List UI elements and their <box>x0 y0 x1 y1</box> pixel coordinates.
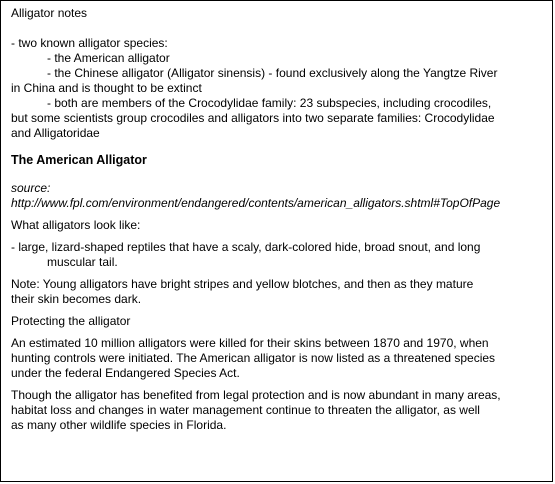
spacer <box>11 168 543 181</box>
species-item-family-line1: - both are members of the Crocodylidae family: 23 subspecies, including crocodiles, <box>47 96 492 110</box>
protect-p1-line2: hunting controls were initiated. The American alligator is now listed as a threatened species <box>11 351 496 365</box>
protect-p1-line3: under the federal Endangered Species Act. <box>11 366 240 380</box>
look-item-line2: muscular tail. <box>47 255 118 269</box>
document-title: Alligator notes <box>11 6 88 20</box>
note-line1: Note: Young alligators have bright stripes and yellow blotches, and then as they mature <box>11 277 474 291</box>
protect-p2-line3: as many other wildlife species in Florida. <box>11 418 227 432</box>
species-item-family-line2: but some scientists group crocodiles and alligators into two separate families: Crocodylidae <box>11 111 495 125</box>
species-item-american: - the American alligator <box>47 51 170 65</box>
source-url[interactable]: http://www.fpl.com/environment/endangered/contents/american_alligators.shtml#TopOfPage <box>11 196 501 210</box>
species-item-chinese-line1: - the Chinese alligator (Alligator sinensis) - found exclusively along the Yangtze River <box>47 66 498 80</box>
species-intro: - two known alligator species: <box>11 36 168 50</box>
spacer <box>11 141 543 153</box>
look-heading: What alligators look like: <box>11 218 141 232</box>
species-item-family-line3: and Alligatoridae <box>11 126 100 140</box>
species-item-chinese-line2: in China and is thought to be extinct <box>11 81 202 95</box>
section-heading: The American Alligator <box>11 153 147 167</box>
protect-p1-line1: An estimated 10 million alligators were killed for their skins between 1870 and 1970, when <box>11 336 489 350</box>
look-item-line1: - large, lizard-shaped reptiles that have a scaly, dark-colored hide, broad snout, and long <box>11 240 481 254</box>
source-label: source: <box>11 181 51 195</box>
protect-p2-line2: habitat loss and changes in water management continue to threaten the alligator, as well <box>11 403 480 417</box>
protect-heading: Protecting the alligator <box>11 314 131 328</box>
protect-p2-line1: Though the alligator has benefited from legal protection and is now abundant in many areas, <box>11 388 501 402</box>
spacer <box>11 21 543 36</box>
note-line2: their skin becomes dark. <box>11 292 142 306</box>
